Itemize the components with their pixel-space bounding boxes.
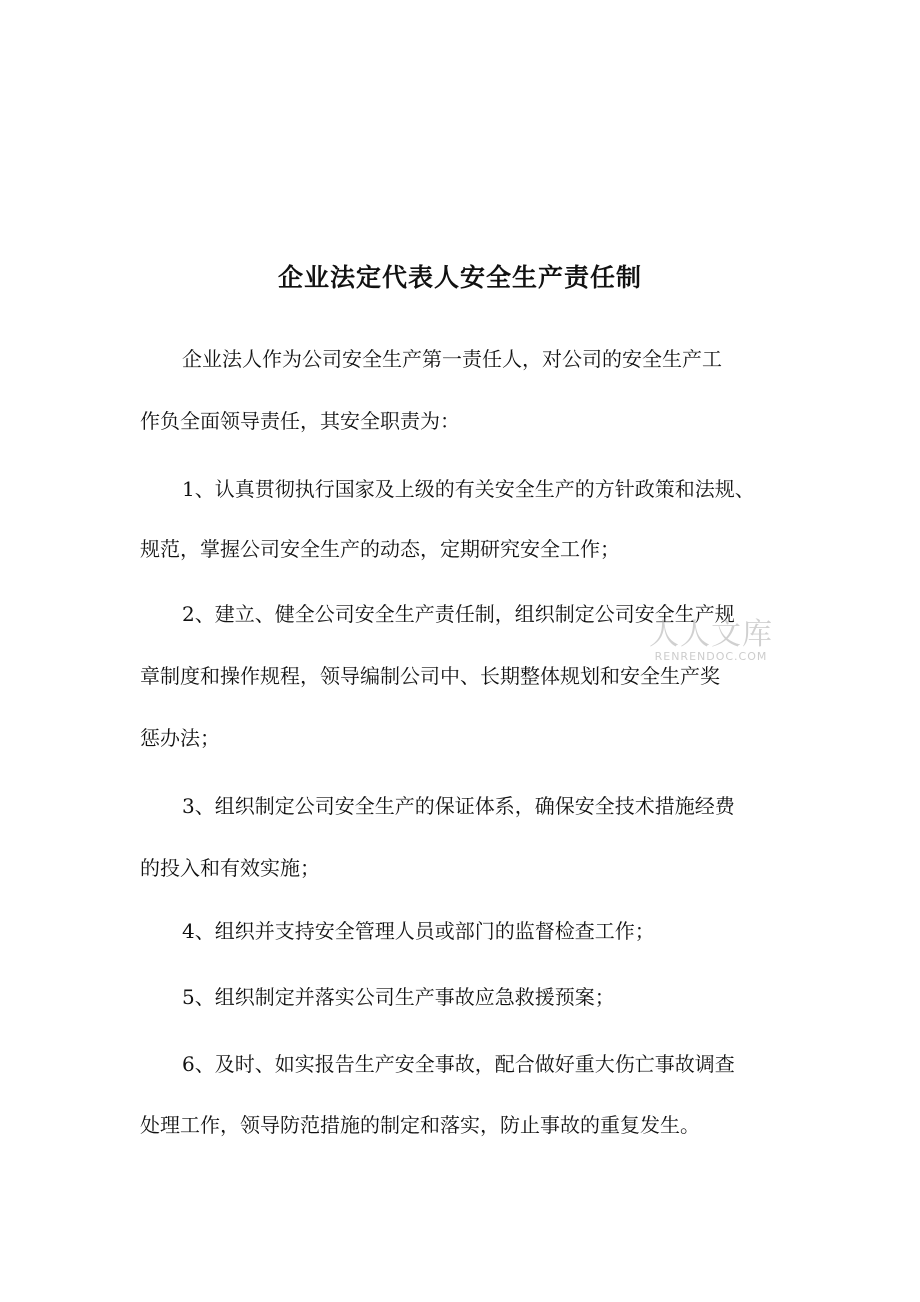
paragraph-line: 6、及时、如实报告生产安全事故，配合做好重大伤亡事故调查 xyxy=(182,1052,735,1076)
paragraph-line: 惩办法； xyxy=(140,726,220,750)
paragraph-line: 企业法人作为公司安全生产第一责任人，对公司的安全生产工 xyxy=(182,347,722,371)
watermark-subtext: RENRENDOC.COM xyxy=(654,650,768,663)
paragraph-line: 3、组织制定公司安全生产的保证体系，确保安全技术措施经费 xyxy=(182,794,735,818)
paragraph-line: 处理工作，领导防范措施的制定和落实，防止事故的重复发生。 xyxy=(140,1113,700,1137)
paragraph-line: 1、认真贯彻执行国家及上级的有关安全生产的方针政策和法规、 xyxy=(182,477,755,501)
paragraph-line: 章制度和操作规程，领导编制公司中、长期整体规划和安全生产奖 xyxy=(140,664,720,688)
document-title: 企业法定代表人安全生产责任制 xyxy=(277,263,642,292)
paragraph-line: 的投入和有效实施； xyxy=(140,856,320,880)
paragraph-line: 4、组织并支持安全管理人员或部门的监督检查工作； xyxy=(182,919,655,943)
paragraph-line: 作负全面领导责任，其安全职责为： xyxy=(140,409,460,433)
paragraph-line: 2、建立、健全公司安全生产责任制，组织制定公司安全生产规 xyxy=(182,602,735,626)
paragraph-line: 规范，掌握公司安全生产的动态，定期研究安全工作； xyxy=(140,537,620,561)
paragraph-line: 5、组织制定并落实公司生产事故应急救援预案； xyxy=(182,985,615,1009)
watermark-text: 人人文库 xyxy=(649,617,773,652)
